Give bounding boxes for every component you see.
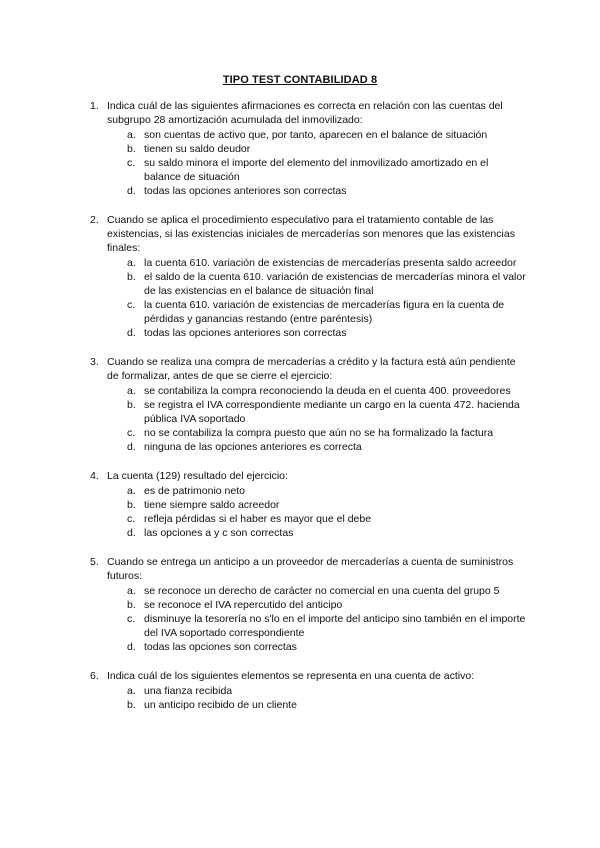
option-text: disminuye la tesorería no s'lo en el importe del anticipo sino también en el importe del IVA soportado correspondiente [144,613,526,639]
option-item [0,256,600,270]
option-text: no se contabiliza la compra puesto que aún no se ha formalizado la factura [144,427,494,439]
option-letter: d. [127,185,136,197]
option-item [0,612,600,640]
option-item [0,398,600,426]
option-text: refleja pérdidas si el haber es mayor que el debe [144,513,372,525]
option-text: ninguna de las opciones anteriores es correcta [144,441,362,453]
option-text: es de patrimonio neto [144,485,245,497]
option-text: todas las opciones anteriores son correctas [144,327,347,339]
option-item [0,270,600,298]
question-list [0,99,600,727]
option-item [0,440,600,454]
option-item [0,142,600,156]
option-text: se reconoce el IVA repercutido del anticipo [144,599,343,611]
option-list [0,584,600,654]
option-letter: c. [127,427,136,439]
option-letter: d. [127,441,136,453]
question-text: Cuando se realiza una compra de mercaderías a crédito y la factura está aún pendiente de formalizar, antes de que se cierre el ejercicio: [107,356,516,382]
option-letter: a. [127,257,136,269]
option-text: se registra el IVA correspondiente mediante un cargo en la cuenta 472. hacienda pública IVA soportado [144,399,520,425]
option-letter: b. [127,599,136,611]
option-letter: d. [127,327,136,339]
option-item [0,384,600,398]
question-item [0,99,600,198]
question-text: Cuando se entrega un anticipo a un proveedor de mercaderías a cuenta de suministros futuros: [107,556,514,582]
option-text: las opciones a y c son correctas [144,527,294,539]
option-letter: a. [127,129,136,141]
option-text: todas las opciones anteriores son correctas [144,185,347,197]
option-list [0,256,600,340]
question-text: La cuenta (129) resultado del ejercicio: [107,470,288,482]
option-text: son cuentas de activo que, por tanto, aparecen en el balance de situación [144,129,488,141]
option-item [0,526,600,540]
question-item [0,555,600,654]
option-letter: d. [127,641,136,653]
option-text: su saldo minora el importe del elemento del inmovilizado amortizado en el balance de situación [144,157,489,183]
option-letter: a. [127,485,136,497]
option-item [0,698,600,712]
question-number: 2. [90,214,99,226]
option-letter: c. [127,299,136,311]
option-list [0,484,600,540]
option-item [0,326,600,340]
option-item [0,584,600,598]
question-number: 6. [90,670,99,682]
option-letter: b. [127,143,136,155]
question-number: 3. [90,356,99,368]
option-text: tiene siempre saldo acreedor [144,499,280,511]
option-item [0,298,600,326]
option-list [0,684,600,712]
option-text: un anticipo recibido de un cliente [144,699,297,711]
question-item [0,469,600,540]
option-item [0,184,600,198]
option-letter: a. [127,585,136,597]
option-text: tienen su saldo deudor [144,143,251,155]
option-list [0,384,600,454]
option-item [0,498,600,512]
option-text: la cuenta 610. variación de existencias de mercaderías figura en la cuenta de pérdidas y ganancias restando (entre paréntesis) [144,299,505,325]
option-letter: c. [127,513,136,525]
option-item [0,156,600,184]
option-text: la cuenta 610. variación de existencias de mercaderías presenta saldo acreedor [144,257,517,269]
option-letter: d. [127,527,136,539]
question-item [0,669,600,712]
question-number: 4. [90,470,99,482]
option-item [0,598,600,612]
option-item [0,484,600,498]
question-text: Indica cuál de los siguientes elementos se representa en una cuenta de activo: [107,670,475,682]
option-letter: b. [127,699,136,711]
option-item [0,640,600,654]
question-item [0,213,600,340]
option-text: el saldo de la cuenta 610. variación de existencias de mercaderías minora el valor de las existencias en el balance de situación final [144,271,526,297]
option-letter: c. [127,157,136,169]
option-text: se reconoce un derecho de carácter no comercial en una cuenta del grupo 5 [144,585,500,597]
question-number: 5. [90,556,99,568]
option-text: se contabiliza la compra reconociendo la deuda en el cuenta 400. proveedores [144,385,511,397]
option-item [0,512,600,526]
option-letter: b. [127,499,136,511]
question-number: 1. [90,100,99,112]
option-text: una fianza recibida [144,685,233,697]
option-text: todas las opciones son correctas [144,641,297,653]
document-title: TIPO TEST CONTABILIDAD 8 [222,74,378,86]
option-item [0,426,600,440]
question-item [0,355,600,454]
option-list [0,128,600,198]
question-text: Cuando se aplica el procedimiento especulativo para el tratamiento contable de las existencias, si las existencias iniciales de mercaderías son menores que las existencias finales: [107,214,515,254]
option-item [0,684,600,698]
option-letter: a. [127,685,136,697]
option-letter: c. [127,613,136,625]
option-letter: b. [127,271,136,283]
option-letter: b. [127,399,136,411]
question-text: Indica cuál de las siguientes afirmaciones es correcta en relación con las cuentas del subgrupo 28 amortización acumulada del inmovilizado: [107,100,503,126]
option-letter: a. [127,385,136,397]
option-item [0,128,600,142]
